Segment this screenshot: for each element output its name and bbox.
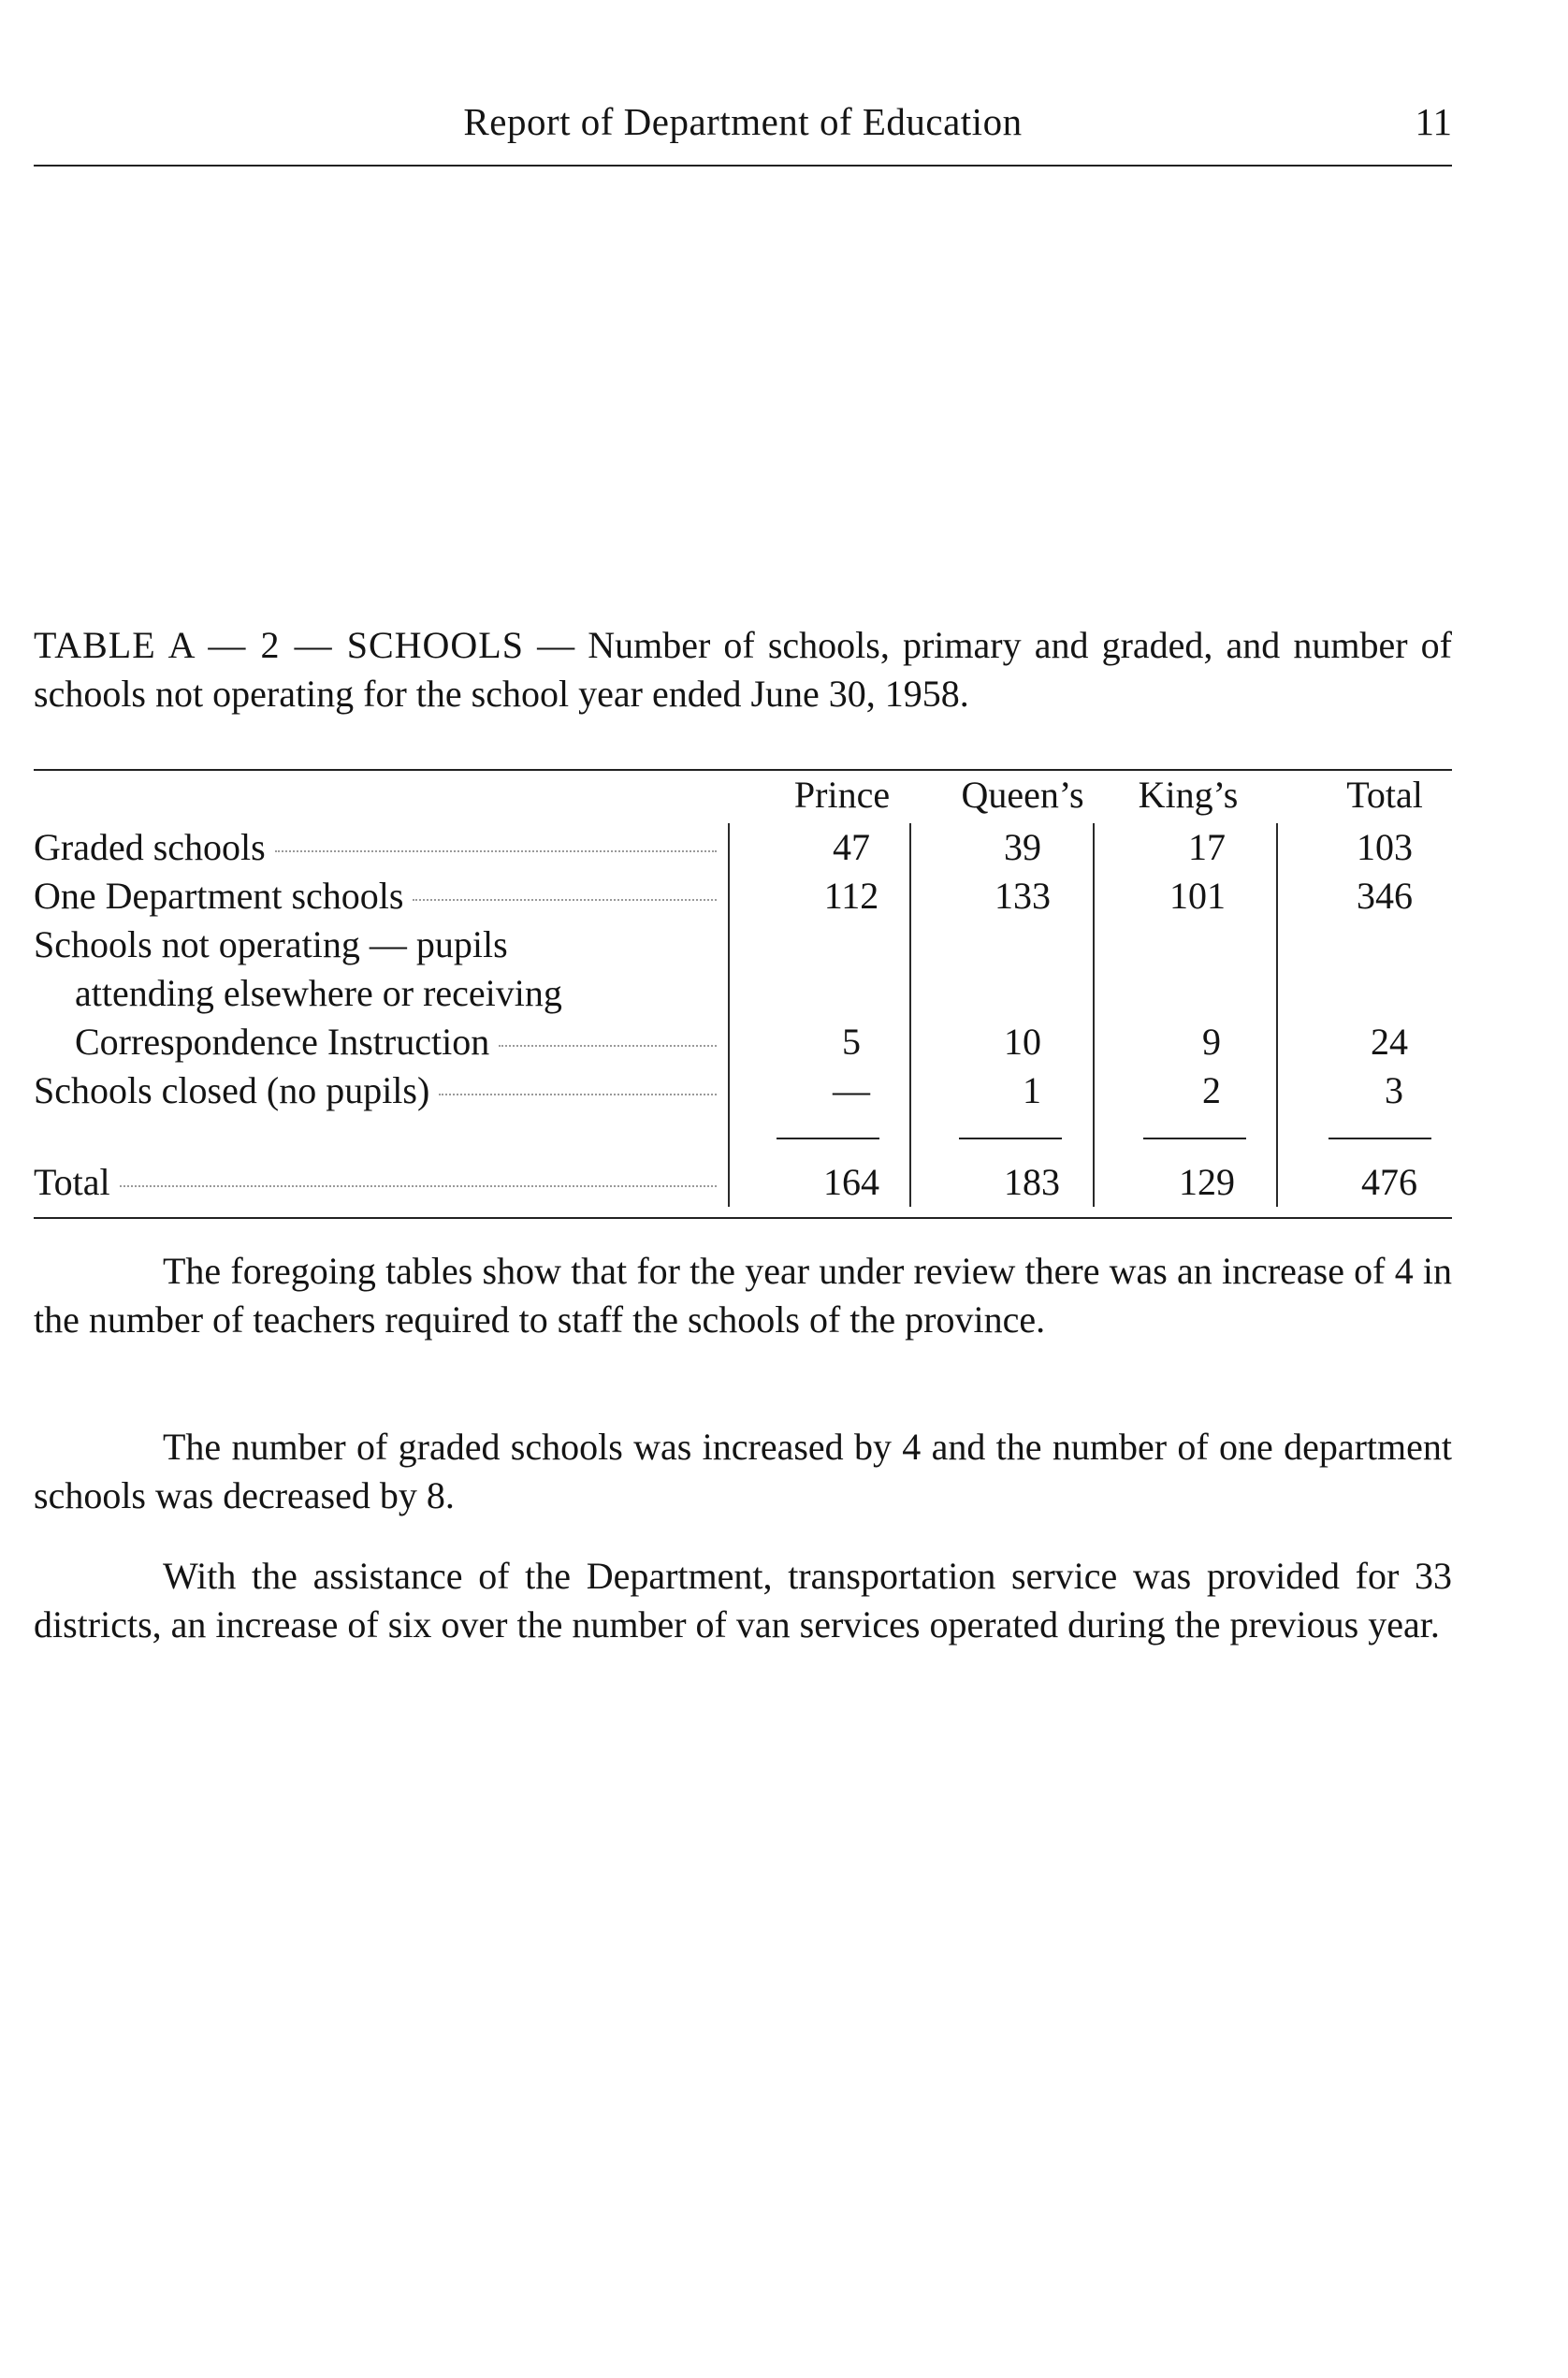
paragraph-1: The foregoing tables show that for the year under review there was an increase of 4 in the number of teachers required to staff the schools of the province. [34, 1250, 1452, 1341]
table-description: — Number of schools, primary and graded, and number of schools not operating for the school year ended June 30, 1958. [34, 624, 1453, 715]
subtotal-rule [777, 1138, 879, 1139]
cell-total-kings: 129 [1179, 1161, 1235, 1203]
cell-total-total: 476 [1361, 1161, 1417, 1203]
page-header [34, 99, 1452, 167]
page-number: 11 [1415, 100, 1452, 143]
row-label-not-operating-line-1: Schools not operating — pupils [34, 923, 508, 965]
cell-total-queens: 183 [1004, 1161, 1060, 1203]
subtotal-rule [1143, 1138, 1246, 1139]
row-label-not-operating-line-3: Correspondence Instruction [34, 1018, 722, 1066]
cell-graded-total: 103 [1357, 826, 1413, 868]
column-header-total: Total [1346, 774, 1423, 816]
dot-leader [120, 1185, 717, 1187]
table-bottom-rule [34, 1217, 1452, 1219]
row-label-graded-schools: Graded schools [34, 823, 722, 872]
subtotal-rule [959, 1138, 1062, 1139]
cell-not-operating-prince: 5 [842, 1021, 861, 1063]
table-caption [34, 621, 1452, 718]
paragraph-3: With the assistance of the Department, transportation service was provided for 33 districts, an increase of six over the number of van services operated during the previous year. [34, 1555, 1452, 1646]
cell-graded-prince: 47 [833, 826, 870, 868]
cell-total-prince: 164 [823, 1161, 879, 1203]
cell-closed-kings: 2 [1202, 1069, 1221, 1111]
cell-closed-total: 3 [1385, 1069, 1403, 1111]
cell-one-dept-queens: 133 [995, 875, 1051, 917]
table-id: TABLE A — 2 — SCHOOLS [34, 624, 524, 666]
row-label-one-department-schools: One Department schools [34, 872, 722, 921]
table-top-rule [34, 769, 1452, 771]
dot-leader [413, 899, 717, 901]
cell-graded-queens: 39 [1004, 826, 1041, 868]
dot-leader [439, 1094, 717, 1095]
row-label-schools-closed: Schools closed (no pupils) [34, 1066, 722, 1115]
cell-one-dept-kings: 101 [1169, 875, 1226, 917]
cell-graded-kings: 17 [1188, 826, 1226, 868]
row-label-not-operating-line-2: attending elsewhere or receiving [75, 972, 562, 1014]
column-header-prince: Prince [793, 774, 891, 816]
dot-leader [499, 1045, 717, 1047]
column-divider [728, 823, 730, 1207]
cell-not-operating-queens: 10 [1004, 1021, 1041, 1063]
row-label-total: Total [34, 1158, 722, 1207]
cell-one-dept-prince: 112 [823, 875, 879, 917]
cell-not-operating-total: 24 [1371, 1021, 1408, 1063]
dot-leader [275, 850, 717, 852]
paragraph-2: The number of graded schools was increased by 4 and the number of one department schools was decreased by 8. [34, 1426, 1452, 1516]
subtotal-rule [1328, 1138, 1431, 1139]
column-header-kings: King’s [1138, 774, 1239, 816]
column-header-queens: Queen’s [961, 774, 1084, 816]
cell-closed-queens: 1 [1023, 1069, 1041, 1111]
cell-one-dept-total: 346 [1357, 875, 1413, 917]
cell-not-operating-kings: 9 [1202, 1021, 1221, 1063]
cell-closed-prince: — [833, 1069, 870, 1111]
running-title: Report of Department of Education [463, 100, 1023, 143]
